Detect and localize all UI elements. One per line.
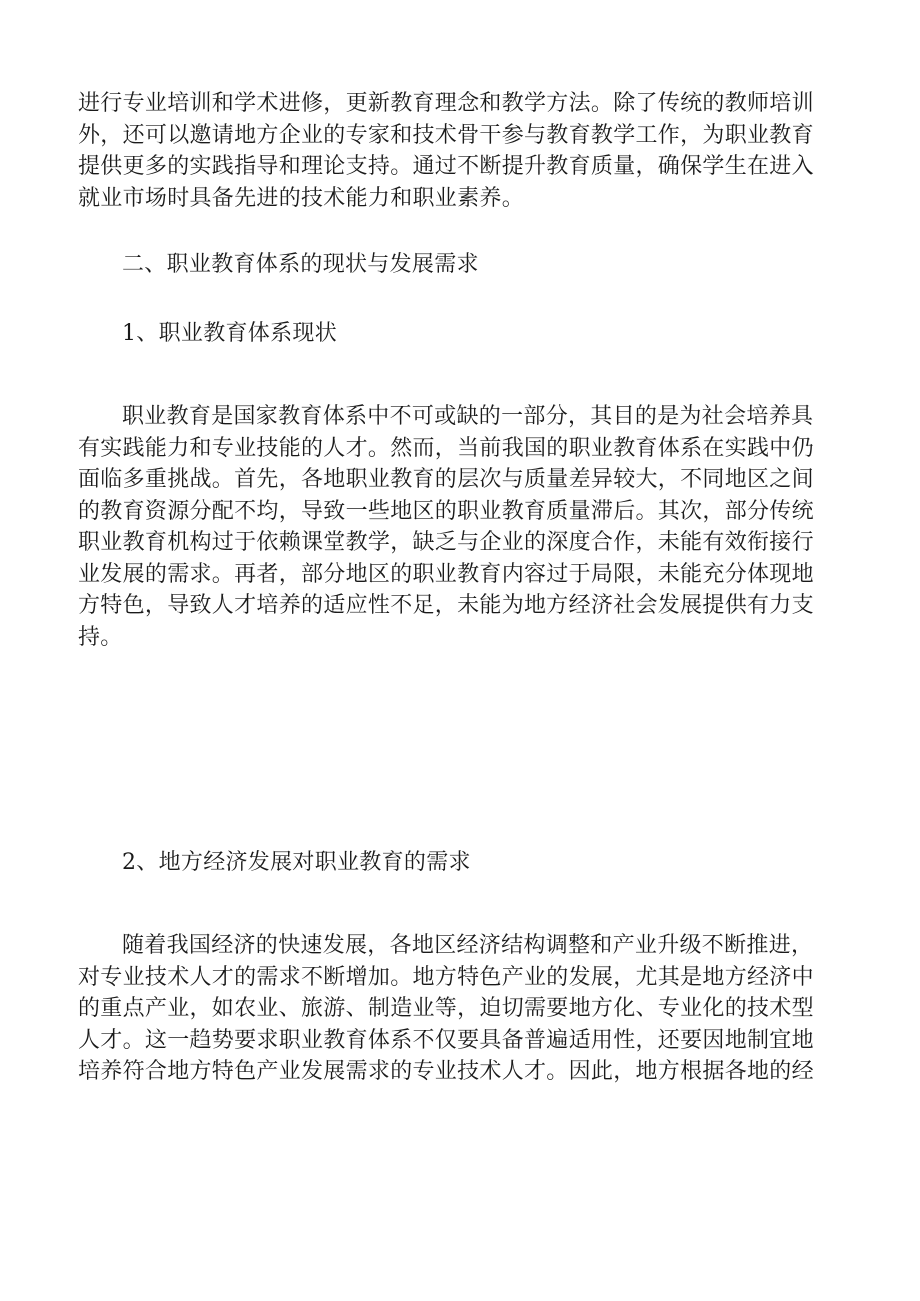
text-line: 职业教育机构过于依赖课堂教学，缺乏与企业的深度合作，未能有效衔接行 [78,530,814,555]
text-line: 有实践能力和专业技能的人才。然而，当前我国的职业教育体系在实践中仍 [78,435,814,461]
text-line: 方特色，导致人才培养的适应性不足，未能为地方经济社会发展提供有力支 [78,593,814,618]
text-line: 随着我国经济的快速发展，各地区经济结构调整和产业升级不断推进， [122,933,814,958]
text-line: 培养符合地方特色产业发展需求的专业技术人才。因此，地方根据各地的经 [78,1059,814,1084]
text-line: 业发展的需求。再者，部分地区的职业教育内容过于局限，未能充分体现地 [78,561,814,587]
subsection-heading-demand: 2、地方经济发展对职业教育的需求 [122,850,471,875]
text-line: 外，还可以邀请地方企业的专家和技术骨干参与教育教学工作，为职业教育 [78,122,814,148]
paragraph-continuation [78,88,842,214]
text-line: 人才。这一趋势要求职业教育体系不仅要具备普遍适用性，还要因地制宜地 [78,1027,814,1053]
text-line: 面临多重挑战。首先，各地职业教育的层次与质量差异较大，不同地区之间 [78,467,814,492]
text-line: 就业市场时具备先进的技术能力和职业素养。 [78,185,525,211]
text-line: 职业教育是国家教育体系中不可或缺的一部分，其目的是为社会培养具 [122,404,814,429]
text-line: 持。 [78,624,123,650]
subsection-heading-status: 1、职业教育体系现状 [122,321,337,346]
text-line: 进行专业培训和学术进修，更新教育理念和教学方法。除了传统的教师培训 [78,91,814,116]
text-line: 的重点产业，如农业、旅游、制造业等，迫切需要地方化、专业化的技术型 [78,996,814,1021]
paragraph-demand [78,930,842,1088]
paragraph-status [78,401,842,653]
text-line: 对专业技术人才的需求不断增加。地方特色产业的发展，尤其是地方经济中 [78,964,814,990]
section-heading: 二、职业教育体系的现状与发展需求 [122,252,479,277]
text-line: 提供更多的实践指导和理论支持。通过不断提升教育质量，确保学生在进入 [78,154,814,179]
text-line: 的教育资源分配不均，导致一些地区的职业教育质量滞后。其次，部分传统 [78,498,814,524]
